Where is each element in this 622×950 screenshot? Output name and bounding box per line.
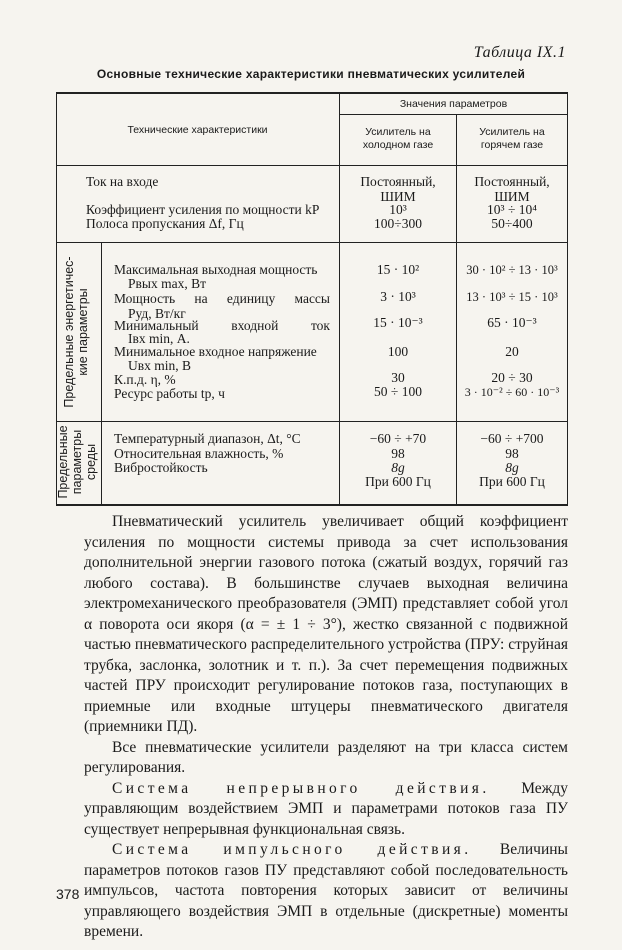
body-text <box>84 512 568 943</box>
row-label: К.п.д. η, % <box>114 372 176 387</box>
header-values-group: Значения параметров <box>399 98 508 110</box>
row-label: Вибростойкость <box>114 460 208 475</box>
table-number: Таблица IX.1 <box>473 44 566 61</box>
row-label: Ток на входе <box>86 174 159 189</box>
term-impulse: Система импульсного действия. <box>112 841 472 858</box>
row-label: Максимальная выходная мощность <box>114 262 318 277</box>
cold-value: При 600 Гц <box>365 474 431 489</box>
page-number: 378 <box>56 886 80 902</box>
paragraph: Система импульсного действия. Величины параметров потоков газов ПУ представляют собой последовательность импульсов, частота повторения которых зависит от величины управляющего воздействия ЭМП в отдельные (дискретные) моменты времени. <box>84 841 568 940</box>
cold-value: 15 · 10⁻³ <box>373 315 423 330</box>
row-label: Pуд, Вт/кг <box>128 306 186 321</box>
hot-value: 3 · 10⁻² ÷ 60 · 10⁻³ <box>464 385 560 399</box>
hot-value: ШИМ <box>494 189 530 204</box>
paragraph: Пневматический усилитель увеличивает общий коэффициент усиления по мощности системы привода за счет использования дополнительной энергии газового потока (сжатый воздух, горячий газ любого состава). В большинстве случаев выходная величина электромеханического преобразователя (ЭМП) представляет собой угол α поворота оси якоря (α = ± 1 ÷ 3°), жестко связанной с подвижной частью пневматического распределительного устройства (ПРУ: струйная трубка, заслонка, золотник и т. п.). За счет перемещения подвижных частей ПРУ происходит регулирование потоков газа, поступающих в приемные или входные штуцеры пневматического двигателя (приемники ПД). <box>84 513 568 735</box>
cold-value: 10³ <box>389 202 407 217</box>
row-label: Минимальный входной ток <box>114 318 330 333</box>
row-label: Полоса пропускания Δf, Гц <box>86 216 244 231</box>
header-cold-gas: Усилитель на холодном газе <box>362 126 434 151</box>
row-label: Минимальное входное напряжение <box>114 344 317 359</box>
characteristics-table <box>56 92 568 506</box>
group-environment-label: Предельные параметры среды <box>56 425 98 499</box>
hot-value: 8g <box>505 460 519 475</box>
row-label: Относительная влажность, % <box>114 446 284 461</box>
hot-value: 20 <box>505 344 519 359</box>
hot-value: 20 ÷ 30 <box>491 370 533 385</box>
row-label: Pвых max, Вт <box>128 276 206 291</box>
row-label: Iвх min, А. <box>128 331 190 346</box>
group-energy-label: Предельные энергетичес- кие параметры <box>62 256 90 408</box>
hot-value: −60 ÷ +700 <box>480 431 544 446</box>
cold-value: 50 ÷ 100 <box>374 384 422 399</box>
cold-value: 100 <box>387 344 409 359</box>
hot-value: 65 · 10⁻³ <box>487 315 537 330</box>
row-label: Ресурс работы tр, ч <box>114 386 225 401</box>
term-continuous: Система непрерывного действия. <box>112 779 490 797</box>
header-hot-gas: Усилитель на горячем газе <box>479 126 545 151</box>
row-label: Температурный диапазон, Δt, °C <box>114 431 301 446</box>
hot-value: 13 · 10³ ÷ 15 · 10³ <box>466 290 558 304</box>
hot-value: 50÷400 <box>491 216 533 231</box>
cold-value: 98 <box>391 446 405 461</box>
hot-value: 30 · 10² ÷ 13 · 10³ <box>466 263 558 277</box>
cold-value: −60 ÷ +70 <box>369 431 427 446</box>
cold-value: ШИМ <box>380 189 416 204</box>
header-characteristics: Технические характеристики <box>127 124 268 136</box>
cold-value: 30 <box>391 370 405 385</box>
hot-value: 10³ ÷ 10⁴ <box>487 202 537 217</box>
row-label: Мощность на единицу массы <box>114 291 330 306</box>
row-label: Коэффициент усиления по мощности kP <box>86 202 320 217</box>
table-title: Основные технические характеристики пневматических усилителей <box>96 67 526 81</box>
cold-value: 3 · 10³ <box>380 289 416 304</box>
hot-value: Постоянный, <box>474 174 550 189</box>
cold-value: 15 · 10² <box>376 262 420 277</box>
hot-value: 98 <box>505 446 519 461</box>
row-label: Uвх min, В <box>128 358 192 373</box>
cold-value: Постоянный, <box>360 174 436 189</box>
paragraph: Все пневматические усилители разделяют на три класса систем регулирования. <box>84 738 568 776</box>
cold-value: 100÷300 <box>374 216 422 231</box>
cold-value: 8g <box>391 460 405 475</box>
paragraph: Система непрерывного действия. Между управляющим воздействием ЭМП и параметрами потоков газа ПУ существует непрерывная функциональная связь. <box>84 779 568 838</box>
hot-value: При 600 Гц <box>479 474 545 489</box>
